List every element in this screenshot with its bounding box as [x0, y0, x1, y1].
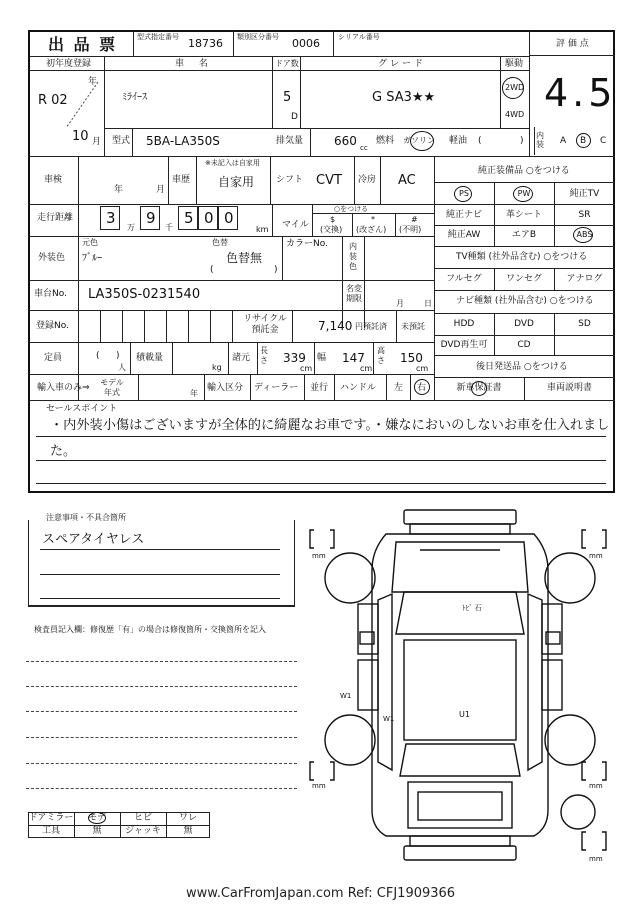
divider	[282, 236, 283, 280]
mileage-mile: マイル	[282, 220, 309, 230]
divider	[29, 204, 434, 205]
interior-grade-c: C	[600, 136, 607, 146]
displacement-value: 660	[334, 134, 357, 148]
car-damage-diagram	[300, 500, 620, 870]
equip-genuine-title: 純正装備品 ○をつける	[478, 166, 570, 176]
year-unit: 年	[88, 77, 98, 87]
acc-crack: ヒビ	[133, 813, 152, 823]
mark-w1-center: W1	[383, 715, 395, 723]
model-code: 18736	[188, 37, 223, 50]
handle-left: 左	[394, 383, 404, 393]
divider	[166, 310, 167, 342]
mileage-digit-3: 5	[184, 209, 194, 227]
equip-genuine-navi: 純正ナビ	[445, 210, 482, 220]
divider	[554, 335, 555, 355]
drive-4wd: 4WD	[505, 110, 525, 119]
mileage-digit-2: 9	[146, 209, 156, 227]
divider	[130, 342, 131, 374]
mileage-digit-5: 0	[224, 209, 234, 227]
divider	[272, 204, 273, 236]
divider	[395, 213, 396, 236]
divider	[138, 374, 139, 400]
fuel-label: 燃料	[376, 136, 395, 146]
divider	[122, 310, 123, 342]
history-value: 自家用	[218, 175, 255, 189]
model-year-label: モデル年式	[100, 378, 124, 397]
model-label: 型式	[112, 136, 131, 146]
divider	[36, 483, 606, 484]
handle-label: ハンドル	[340, 383, 377, 393]
color-repaint-value: 色替無	[226, 251, 263, 265]
divider	[292, 310, 293, 342]
divider	[434, 246, 615, 247]
navi-dvd: DVD	[514, 319, 534, 329]
car-name-value: ﾐﾗｲｰｽ	[122, 92, 147, 103]
shift-label: シフト	[276, 175, 304, 185]
divider	[310, 128, 311, 156]
divider	[29, 156, 615, 157]
interior-grade-a: A	[560, 136, 567, 146]
divider	[250, 374, 251, 400]
docs-title: 後日発送品 ○をつける	[476, 362, 568, 372]
width-label: 幅	[317, 353, 327, 363]
sales-point-label: セールスポイント	[46, 404, 118, 414]
mileage-unknown: (不明)	[399, 225, 422, 234]
color-paren-close: )	[274, 265, 278, 275]
divider	[300, 56, 301, 128]
ac-value: AC	[398, 173, 416, 188]
fuel-diesel: 軽油	[449, 136, 468, 146]
divider	[312, 204, 313, 236]
equip-genuine-aw: 純正AW	[447, 230, 481, 240]
acc-mirror: ドアミラー	[28, 813, 74, 823]
import-label: 輸入車のみ⇒	[37, 383, 90, 393]
divider	[434, 268, 615, 269]
mileage-exchange: (交換)	[320, 225, 343, 234]
divider	[373, 342, 374, 374]
shift-value: CVT	[316, 173, 342, 188]
cd-label: CD	[517, 340, 531, 350]
divider	[534, 127, 535, 155]
divider	[228, 342, 229, 374]
car-name-label: 車 名	[175, 59, 214, 69]
divider	[434, 313, 615, 314]
notes-line1: スペアタイヤレス	[42, 532, 145, 547]
color-no-label: カラーNo.	[286, 239, 328, 249]
navi-sd: SD	[578, 319, 591, 329]
navi-hdd: HDD	[453, 319, 475, 329]
mileage-circle-note: ○をつける	[334, 205, 369, 213]
mileage-digit-1: 3	[106, 209, 116, 227]
recycle-label: リサイクル預託金	[243, 314, 287, 335]
divider	[100, 310, 101, 342]
acc-jack-value: 無	[183, 826, 193, 836]
fuel-selected-circle	[410, 131, 434, 151]
equip-genuine-tv: 純正TV	[569, 189, 600, 199]
capacity-person-unit: 人	[118, 363, 126, 372]
rating-value: 4.5	[544, 71, 617, 115]
divider	[78, 156, 79, 400]
divider	[500, 56, 501, 128]
mileage-tamper: (改ざん)	[356, 225, 387, 234]
dash-line	[26, 661, 297, 662]
mileage-hash: #	[411, 215, 418, 224]
fuel-paren-open: (	[478, 136, 482, 146]
first-reg-slash	[64, 77, 100, 130]
acc-scratch: モデ	[87, 813, 106, 823]
color-label: 外装色	[38, 253, 66, 263]
first-reg-label: 初年度登録	[46, 59, 92, 69]
fuel-paren-close: )	[520, 136, 524, 146]
mileage-digit-4: 0	[204, 209, 214, 227]
import-dealer: ディーラー	[254, 383, 299, 393]
acc-scratch-circle	[88, 812, 106, 824]
dims-label: 諸元	[232, 353, 251, 363]
door-type: D	[291, 112, 298, 122]
grade-value: G SA3★★	[372, 90, 436, 105]
divider	[29, 236, 434, 237]
mileage-man: 万	[127, 223, 135, 232]
equip-leather-seat: 革シート	[505, 210, 542, 220]
divider	[434, 182, 615, 183]
divider	[352, 213, 353, 236]
sales-point-line1: ・内外装小傷はございますが全体的に綺麗なお車です。・嫌なにおいのしないお車を仕入れまし	[50, 418, 610, 433]
color-paren-open: (	[210, 265, 214, 275]
first-reg-era: R 02	[38, 93, 68, 108]
tv-oneseg: ワンセグ	[505, 274, 542, 284]
dvd-playback: DVD再生可	[440, 340, 488, 350]
length-cm: cm	[300, 364, 313, 373]
history-note: ※未記入は自家用	[205, 159, 260, 167]
divider	[434, 355, 615, 356]
navi-type-title: ナビ種類 (社外品含む) ○をつける	[456, 296, 594, 306]
grade-label: グレード	[378, 59, 427, 69]
inspector-label: 検査員記入欄：修復歴「有」の場合は修復箇所・交換箇所を記入	[34, 625, 266, 634]
divider	[29, 400, 615, 401]
mileage-dollar: $	[330, 215, 336, 224]
tire-mm-spare: mm	[589, 855, 603, 863]
divider	[434, 225, 615, 226]
equip-ps: PS	[459, 189, 469, 198]
import-year: 年	[190, 389, 198, 398]
month-unit: 月	[92, 137, 102, 147]
mileage-star: *	[371, 215, 375, 224]
expiry-month: 月	[396, 299, 404, 308]
divider	[196, 156, 197, 204]
recycle-unit: 円預託済	[355, 322, 387, 331]
interior-grade-b: B	[580, 136, 587, 146]
expiry-day: 日	[424, 299, 432, 308]
doors-label: ドア数	[275, 59, 299, 68]
import-type-label: 輸入区分	[207, 383, 244, 393]
tv-fullseg: フルセグ	[446, 274, 482, 284]
divider	[294, 520, 295, 606]
capacity-paren-close: )	[116, 351, 120, 361]
displacement-label: 排気量	[276, 136, 304, 146]
divider	[188, 310, 189, 342]
load-kg: kg	[212, 363, 222, 372]
equip-sunroof: SR	[578, 210, 591, 220]
divider	[133, 31, 134, 56]
divider	[314, 342, 315, 374]
dash-line	[26, 763, 297, 764]
divider	[28, 606, 295, 607]
divider	[434, 204, 615, 205]
rating-label: 評 価 点	[556, 39, 589, 49]
divider	[168, 156, 169, 204]
divider	[386, 374, 387, 400]
height-cm: cm	[416, 364, 429, 373]
tire-mm-fr: mm	[589, 552, 603, 560]
divider	[272, 56, 273, 128]
inspection-year: 年	[114, 185, 124, 195]
divider	[333, 31, 334, 56]
divider	[144, 310, 145, 342]
drive-label: 駆動	[505, 59, 524, 69]
divider	[172, 342, 173, 374]
divider	[233, 31, 234, 56]
import-parallel: 並行	[310, 383, 329, 393]
capacity-paren-open: (	[96, 351, 100, 361]
cc-unit: cc	[360, 144, 368, 152]
divider	[232, 310, 233, 342]
mileage-sen: 千	[165, 223, 173, 232]
divider	[529, 55, 615, 56]
acc-jack: ジャッキ	[125, 826, 161, 836]
mileage-km: km	[256, 225, 269, 234]
inspection-label: 車検	[44, 175, 63, 185]
divider	[380, 156, 381, 204]
height-value: 150	[400, 351, 423, 365]
divider	[410, 374, 411, 400]
equip-abs: ABS	[576, 230, 593, 239]
acc-tools: 工具	[41, 826, 60, 836]
tire-mm-rl: mm	[312, 782, 326, 790]
divider	[132, 128, 133, 156]
divider	[364, 236, 365, 328]
load-label: 積載量	[136, 353, 164, 363]
chassis-value: LA350S-0231540	[88, 287, 201, 302]
tv-type-title: TV種類 (社外品含む) ○をつける	[456, 252, 588, 262]
capacity-label: 定員	[44, 353, 63, 363]
acc-break: ワレ	[178, 813, 197, 823]
divider	[312, 213, 434, 214]
class-code: 0006	[292, 37, 320, 50]
model-code-label: 型式指定番号	[137, 33, 179, 41]
divider	[529, 31, 530, 156]
ac-label: 冷房	[358, 175, 377, 185]
tire-mm-fl: mm	[312, 552, 326, 560]
length-value: 339	[283, 351, 306, 365]
mark-windshield: ﾄﾋﾞ 石	[462, 604, 482, 612]
interior-label: 内装	[536, 131, 544, 149]
fuel-gasoline: ガソリン	[403, 136, 435, 145]
width-value: 147	[342, 351, 365, 365]
mileage-label: 走行距離	[37, 213, 74, 223]
equip-pw: PW	[517, 189, 531, 198]
divider	[396, 310, 397, 342]
divider	[40, 598, 280, 599]
mark-w1-left: W1	[340, 692, 352, 700]
divider	[210, 310, 211, 342]
notes-label: 注意事項・不具合箇所	[46, 513, 126, 522]
footer-watermark: www.CarFromJapan.com Ref: CFJ1909366	[186, 886, 456, 901]
color-original-value: ﾌﾞﾙｰ	[82, 253, 102, 264]
registration-label: 登録No.	[36, 321, 69, 331]
dash-line	[26, 686, 297, 687]
serial-label: シリアル番号	[338, 33, 380, 41]
recycle-value: 7,140	[318, 319, 353, 333]
history-label: 車歴	[172, 175, 191, 185]
divider	[40, 574, 280, 575]
tire-mm-rr: mm	[589, 782, 603, 790]
acc-tools-value: 無	[92, 826, 102, 836]
dash-line	[26, 711, 297, 712]
dash-line	[26, 737, 297, 738]
docs-warranty: 新車保証書	[456, 383, 502, 393]
width-cm: cm	[360, 364, 373, 373]
handle-right: 右	[417, 383, 427, 393]
divider	[257, 342, 258, 374]
divider	[36, 436, 606, 437]
equip-airbag: エアB	[511, 230, 537, 240]
chassis-label: 車台No.	[34, 289, 67, 299]
sales-point-line2: た。	[50, 444, 77, 459]
divider	[270, 156, 271, 204]
class-code-label: 類別区分番号	[237, 33, 279, 41]
divider	[29, 374, 434, 375]
first-reg-month: 10	[72, 129, 89, 144]
divider	[29, 280, 434, 281]
length-label: 長さ	[260, 346, 268, 365]
expiry-label: 名変期限	[346, 284, 362, 303]
sheet-title: 出 品 票	[48, 35, 118, 54]
interior-color-label: 内装色	[349, 242, 357, 271]
divider	[304, 374, 305, 400]
model-value: 5BA-LA350S	[146, 134, 220, 148]
divider	[342, 236, 343, 328]
dash-line	[26, 788, 297, 789]
divider	[36, 460, 606, 461]
color-original-label: 元色	[82, 238, 98, 247]
divider	[104, 128, 529, 129]
divider	[334, 374, 335, 400]
drive-2wd: 2WD	[505, 83, 525, 92]
tv-analog: アナログ	[566, 274, 603, 284]
inspection-month: 月	[156, 185, 166, 195]
mark-u1: U1	[459, 710, 470, 719]
divider	[40, 549, 280, 550]
docs-warranty-circle	[471, 381, 487, 396]
divider	[204, 374, 205, 400]
divider	[104, 56, 105, 156]
recycle-unpaid: 未預託	[401, 322, 425, 331]
color-repaint-label: 色替	[212, 238, 228, 247]
doors-value: 5	[283, 90, 292, 105]
height-label: 高さ	[377, 346, 385, 365]
divider	[434, 335, 615, 336]
docs-manual: 車両説明書	[546, 383, 592, 393]
divider	[434, 290, 615, 291]
divider	[354, 156, 355, 204]
